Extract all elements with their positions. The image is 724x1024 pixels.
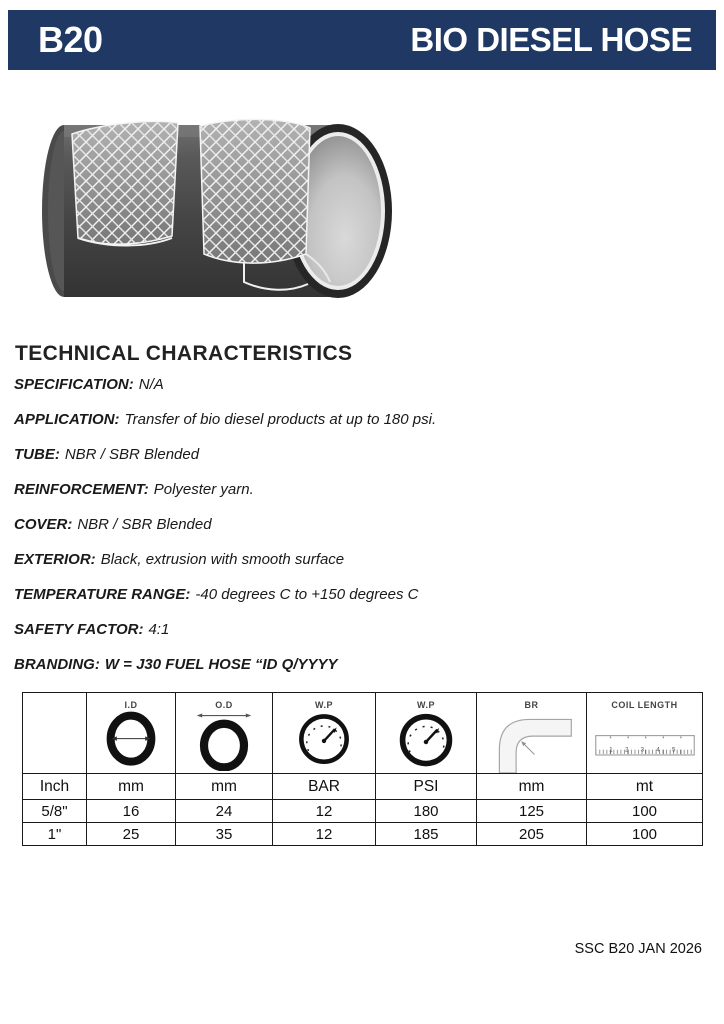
wp-bar-column-header xyxy=(273,693,376,774)
spec-line-branding xyxy=(14,656,674,674)
value-cell: 185 xyxy=(376,823,477,846)
spec-label: EXTERIOR: xyxy=(14,551,96,568)
od-label: O.D xyxy=(215,700,233,710)
spec-line-cover xyxy=(14,516,674,534)
br-column-header xyxy=(477,693,587,774)
section-title: TECHNICAL CHARACTERISTICS xyxy=(15,342,353,365)
spec-line-reinforcement xyxy=(14,481,674,499)
wp-psi-column-header xyxy=(376,693,477,774)
table-row xyxy=(23,823,703,846)
spec-value: W = J30 FUEL HOSE “ID Q/YYYY xyxy=(104,656,338,673)
spec-value: N/A xyxy=(138,376,164,393)
spec-line-tube xyxy=(14,446,674,464)
spec-line-specification xyxy=(14,376,674,394)
inner-diameter-icon xyxy=(100,711,162,768)
spec-label: COVER: xyxy=(14,516,73,533)
spec-label: TEMPERATURE RANGE: xyxy=(14,586,191,603)
spec-list xyxy=(14,376,674,691)
spec-label: REINFORCEMENT: xyxy=(14,481,149,498)
value-cell: 16 xyxy=(87,800,176,823)
spec-label: APPLICATION: xyxy=(14,411,120,428)
value-cell: 180 xyxy=(376,800,477,823)
value-cell: 25 xyxy=(87,823,176,846)
unit-cell: mm xyxy=(87,774,176,800)
spec-line-application xyxy=(14,411,674,429)
unit-cell: mm xyxy=(477,774,587,800)
unit-cell: mm xyxy=(176,774,273,800)
spec-value: NBR / SBR Blended xyxy=(64,446,200,463)
value-cell: 100 xyxy=(587,823,703,846)
coil-length-column-header xyxy=(587,693,703,774)
spec-value: 4:1 xyxy=(148,621,170,638)
id-column-header xyxy=(87,693,176,774)
unit-cell: mt xyxy=(587,774,703,800)
spec-value: Polyester yarn. xyxy=(153,481,254,498)
header-bar xyxy=(8,10,716,70)
od-column-header xyxy=(176,693,273,774)
page-title: BIO DIESEL HOSE xyxy=(410,21,692,58)
spec-value: NBR / SBR Blended xyxy=(77,516,212,533)
table-icon-header-row xyxy=(23,693,703,774)
id-label: I.D xyxy=(124,700,138,710)
unit-cell: Inch xyxy=(23,774,87,800)
spec-label: SPECIFICATION: xyxy=(14,376,134,393)
spec-label: TUBE: xyxy=(14,446,60,463)
spec-value: -40 degrees C to +150 degrees C xyxy=(195,586,419,603)
size-cell: 5/8" xyxy=(23,800,87,823)
ruler-icon xyxy=(592,711,698,762)
value-cell: 35 xyxy=(176,823,273,846)
size-cell: 1" xyxy=(23,823,87,846)
outer-diameter-icon xyxy=(192,711,256,771)
spec-value: Transfer of bio diesel products at up to 180 psi. xyxy=(124,411,437,428)
wp-label: W.P xyxy=(416,700,435,710)
value-cell: 24 xyxy=(176,800,273,823)
value-cell: 12 xyxy=(273,800,376,823)
wp-label: W.P xyxy=(314,700,333,710)
hose-image xyxy=(8,90,408,332)
spec-label: BRANDING: xyxy=(14,656,100,673)
product-code: B20 xyxy=(38,19,103,60)
spec-value: Black, extrusion with smooth surface xyxy=(100,551,345,568)
pressure-gauge-icon xyxy=(396,711,456,771)
bend-radius-icon xyxy=(486,711,578,773)
spec-line-temperature-range xyxy=(14,586,674,604)
empty-header-cell xyxy=(23,693,87,774)
spec-line-exterior xyxy=(14,551,674,569)
value-cell: 205 xyxy=(477,823,587,846)
br-label: BR xyxy=(524,700,539,710)
spec-label: SAFETY FACTOR: xyxy=(14,621,144,638)
footer-reference: SSC B20 JAN 2026 xyxy=(574,941,702,957)
size-spec-table xyxy=(22,692,703,846)
unit-cell: PSI xyxy=(376,774,477,800)
ruler-numbers: 1 2 3 4 5 xyxy=(608,746,681,754)
spec-line-safety-factor xyxy=(14,621,674,639)
table-row xyxy=(23,800,703,823)
hose-cutaway-illustration xyxy=(8,90,408,332)
table-units-row xyxy=(23,774,703,800)
value-cell: 100 xyxy=(587,800,703,823)
value-cell: 125 xyxy=(477,800,587,823)
unit-cell: BAR xyxy=(273,774,376,800)
pressure-gauge-icon xyxy=(295,711,353,769)
coil-length-label: COIL LENGTH xyxy=(611,700,678,710)
value-cell: 12 xyxy=(273,823,376,846)
